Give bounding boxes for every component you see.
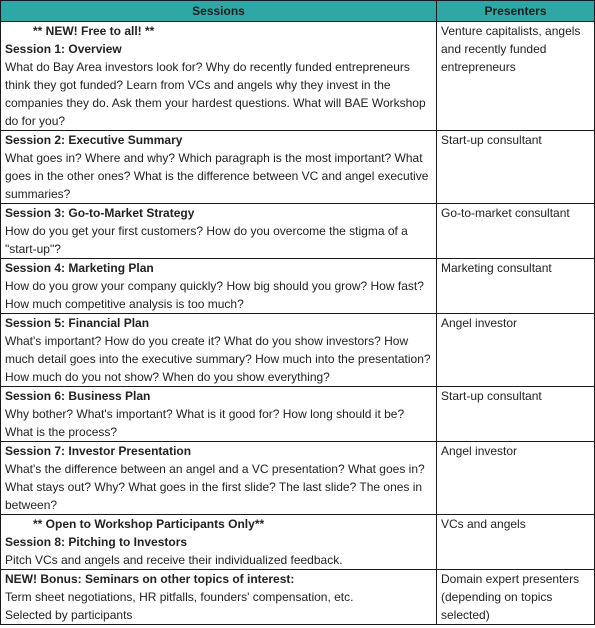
session-description: What's important? How do you create it? What do you show investors? How much detail goes into the executive summary? How much into the presentation? How much do you not show? When do you show everything?	[5, 334, 431, 384]
table-row	[1, 570, 595, 625]
session-cell	[1, 131, 437, 204]
session-cell	[1, 204, 437, 259]
session-title: Session 3: Go-to-Market Strategy	[5, 206, 195, 220]
session-cell	[1, 22, 437, 131]
presenter-cell	[437, 515, 595, 570]
presenter-text: Start-up consultant	[441, 389, 542, 403]
sessions-column-header: Sessions	[1, 1, 437, 22]
session-note: ** Open to Workshop Participants Only**	[33, 517, 265, 531]
table-row	[1, 204, 595, 259]
session-title: Session 1: Overview	[5, 42, 122, 56]
presenter-text: VCs and angels	[441, 517, 526, 531]
presenter-cell	[437, 259, 595, 314]
presenter-text: Venture capitalists, angels and recently funded entrepreneurs	[441, 24, 581, 74]
presenter-cell	[437, 22, 595, 131]
session-cell	[1, 314, 437, 387]
table-row	[1, 515, 595, 570]
presenter-text: Angel investor	[441, 444, 518, 458]
presenter-text: Go-to-market consultant	[441, 206, 570, 220]
session-cell	[1, 259, 437, 314]
session-title: Session 7: Investor Presentation	[5, 444, 192, 458]
session-description: How do you get your first customers? How do you overcome the stigma of a "start-up"?	[5, 224, 408, 256]
session-title: Session 8: Pitching to Investors	[5, 535, 188, 549]
presenter-text: Angel investor	[441, 316, 518, 330]
header-row	[1, 1, 595, 22]
table-row	[1, 131, 595, 204]
presenter-text: Marketing consultant	[441, 261, 552, 275]
presenter-cell	[437, 314, 595, 387]
table-row	[1, 314, 595, 387]
session-description: Pitch VCs and angels and receive their individualized feedback.	[5, 553, 343, 567]
session-cell	[1, 442, 437, 515]
session-title: Session 2: Executive Summary	[5, 133, 183, 147]
session-title: Session 4: Marketing Plan	[5, 261, 154, 275]
table-row	[1, 259, 595, 314]
table-row	[1, 442, 595, 515]
session-description: What do Bay Area investors look for? Why do recently funded entrepreneurs think they got funded? Learn from VCs and angels why they invest in the companies they do. Ask them your hardest questions. What will BAE Workshop do for you?	[5, 60, 426, 128]
session-cell	[1, 570, 437, 625]
session-description: What goes in? Where and why? Which paragraph is the most important? What goes in the other ones? What is the difference between VC and angel executive summaries?	[5, 151, 429, 201]
presenters-column-header: Presenters	[437, 1, 595, 22]
presenter-cell	[437, 442, 595, 515]
session-description: Term sheet negotiations, HR pitfalls, founders' compensation, etc.	[5, 590, 354, 604]
session-cell	[1, 515, 437, 570]
session-title: Session 5: Financial Plan	[5, 316, 150, 330]
session-description: What's the difference between an angel and a VC presentation? What goes in? What stays out? Why? What goes in the first slide? The last slide? The ones in between?	[5, 462, 425, 512]
session-cell	[1, 387, 437, 442]
presenter-cell	[437, 204, 595, 259]
presenter-text: Domain expert presenters (depending on topics selected)	[441, 572, 580, 622]
session-description: How do you grow your company quickly? How big should you grow? How fast? How much competitive analysis is too much?	[5, 279, 424, 311]
presenter-cell	[437, 131, 595, 204]
session-title: Session 6: Business Plan	[5, 389, 151, 403]
presenter-cell	[437, 387, 595, 442]
session-title: NEW! Bonus: Seminars on other topics of interest:	[5, 572, 295, 586]
session-note: ** NEW! Free to all! **	[33, 24, 155, 38]
table-row	[1, 387, 595, 442]
presenter-text: Start-up consultant	[441, 133, 542, 147]
table-row	[1, 22, 595, 131]
session-description: Why bother? What's important? What is it good for? How long should it be? What is the process?	[5, 407, 405, 439]
session-description-extra: Selected by participants	[5, 608, 133, 622]
presenter-cell	[437, 570, 595, 625]
